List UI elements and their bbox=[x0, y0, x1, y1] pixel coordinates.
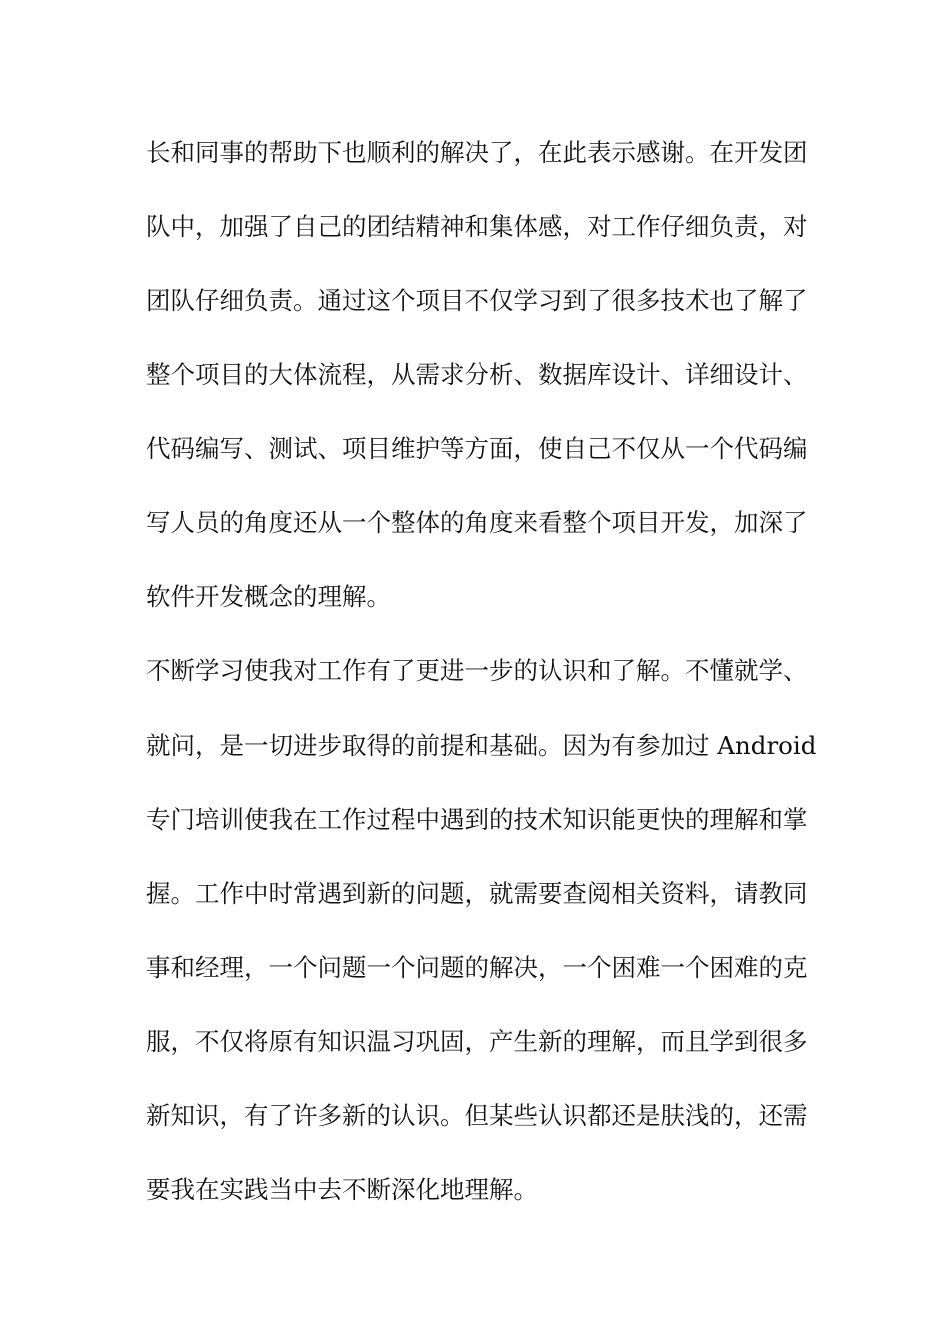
paragraph-1-line-5: 代码编写、测试、项目维护等方面，使自己不仅从一个代码编 bbox=[146, 434, 808, 463]
paragraph-1-line-1: 长和同事的帮助下也顺利的解决了，在此表示感谢。在开发团 bbox=[146, 138, 808, 167]
paragraph-2-line-2: 就问，是一切进步取得的前提和基础。因为有参加过 Android bbox=[146, 731, 817, 760]
paragraph-2-line-1: 不断学习使我对工作有了更进一步的认识和了解。不懂就学、 bbox=[146, 656, 808, 685]
paragraph-2-line-3: 专门培训使我在工作过程中遇到的技术知识能更快的理解和掌 bbox=[146, 805, 808, 834]
paragraph-2-line-6: 服，不仅将原有知识温习巩固，产生新的理解，而且学到很多 bbox=[146, 1027, 808, 1056]
paragraph-2-line-5: 事和经理，一个问题一个问题的解决，一个困难一个困难的克 bbox=[146, 953, 808, 982]
paragraph-2-line-7: 新知识，有了许多新的认识。但某些认识都还是肤浅的，还需 bbox=[146, 1101, 808, 1130]
paragraph-1-line-4: 整个项目的大体流程，从需求分析、数据库设计、详细设计、 bbox=[146, 360, 808, 389]
paragraph-2-line-8: 要我在实践当中去不断深化地理解。 bbox=[146, 1175, 538, 1204]
paragraph-1-line-2: 队中，加强了自己的团结精神和集体感，对工作仔细负责，对 bbox=[146, 212, 808, 241]
paragraph-2-line-4: 握。工作中时常遇到新的问题，就需要查阅相关资料，请教同 bbox=[146, 879, 808, 908]
paragraph-1-line-6: 写人员的角度还从一个整体的角度来看整个项目开发，加深了 bbox=[146, 508, 808, 537]
paragraph-1-line-7: 软件开发概念的理解。 bbox=[146, 582, 391, 611]
paragraph-1-line-3: 团队仔细负责。通过这个项目不仅学习到了很多技术也了解了 bbox=[146, 286, 808, 315]
